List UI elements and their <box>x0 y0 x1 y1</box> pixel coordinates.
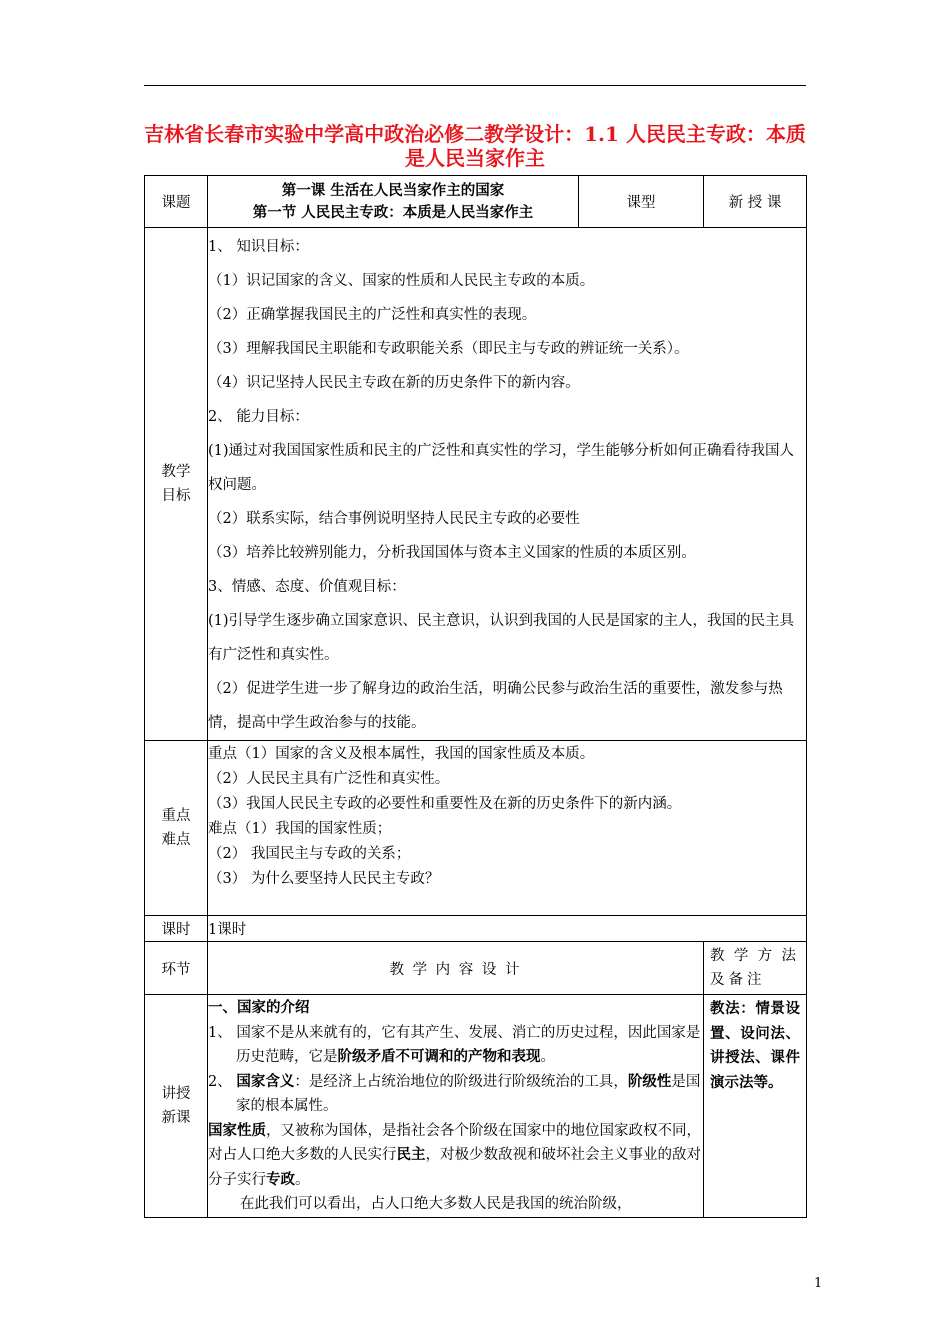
lecture-row <box>145 995 807 1218</box>
objective-line: （4）识记坚持人民民主专政在新的历史条件下的新内容。 <box>208 375 580 391</box>
nature-text2: ，对极少数敌视和破坏社会主义事业的敌对分子实行 <box>208 1147 701 1188</box>
lesson-title-cell <box>208 176 579 228</box>
type-value: 新 授 课 <box>704 176 807 228</box>
key-point-line: 难点（1）我国的国家性质； <box>208 821 392 837</box>
section-header-row <box>145 942 807 995</box>
lesson-title-line2: 第一节 人民民主专政：本质是人民当家作主 <box>252 203 534 221</box>
objective-line: （3）理解我国民主职能和专政职能关系（即民主与专政的辨证统一关系）。 <box>208 341 689 357</box>
objective-line: (1)引导学生逐步确立国家意识、民主意识，认识到我国的人民是国家的主人，我国的民主具有广泛性和真实性。 <box>208 613 795 663</box>
objective-line: （3）培养比较辨别能力，分析我国国体与资本主义国家的性质的本质区别。 <box>208 545 696 561</box>
item2-end: 是国家的根本属性。 <box>236 1073 701 1114</box>
page-number: 1 <box>814 1276 823 1291</box>
hours-row <box>145 916 807 942</box>
lecture-item-2 <box>208 1070 703 1119</box>
objective-line: （2）促进学生进一步了解身边的政治生活，明确公民参与政治生活的重要性，激发参与热情，提高中学生政治参与的技能。 <box>208 681 783 731</box>
methods-term: 教法： <box>710 1000 756 1017</box>
lecture-heading: 一、国家的介绍 <box>208 999 310 1016</box>
section-label: 环节 <box>145 942 208 995</box>
key-points-content <box>208 741 807 916</box>
nature-term3: 专政 <box>266 1170 295 1188</box>
objective-line: 3、情感、态度、价值观目标： <box>208 579 406 595</box>
objective-line: (1)通过对我国国家性质和民主的广泛性和真实性的学习，学生能够分析如何正确看待我国人权问题。 <box>208 443 795 493</box>
lecture-last-line: 在此我们可以看出，占人口绝大多数人民是我国的统治阶级， <box>240 1196 632 1212</box>
nature-term2: 民主 <box>396 1146 426 1163</box>
item2-term2: 阶级性 <box>627 1072 672 1090</box>
objective-line: 2、 能力目标： <box>208 409 309 425</box>
lecture-nature <box>208 1119 703 1193</box>
key-point-line: （2）人民民主具有广泛性和真实性。 <box>208 771 450 787</box>
lecture-content <box>208 995 704 1218</box>
hours-value: 1课时 <box>208 916 807 942</box>
nature-text: ，又被称为国体，是指社会各个阶级在国家中的地位国家政权不同，对占人口绝大多数的人民实行 <box>208 1122 701 1163</box>
top-rule <box>144 85 806 86</box>
topic-row <box>145 176 807 228</box>
nature-end: 。 <box>295 1171 310 1188</box>
key-points-row <box>145 741 807 916</box>
lesson-title-line1: 第一课 生活在人民当家作主的国家 <box>281 181 505 199</box>
lesson-plan-table <box>144 175 807 1218</box>
hours-label: 课时 <box>145 916 208 942</box>
lecture-item-1 <box>208 1021 703 1070</box>
item1-bold: 阶级矛盾不可调和的产物和表现 <box>337 1048 541 1065</box>
item2-num: 2、 <box>208 1073 237 1090</box>
topic-label: 课题 <box>145 176 208 228</box>
key-point-line: （3）我国人民民主专政的必要性和重要性及在新的历史条件下的新内涵。 <box>208 796 682 812</box>
key-point-line: （3） 为什么要坚持人民民主专政？ <box>208 871 440 887</box>
item2-text: ：是经济上占统治地位的阶级进行阶级统治的工具， <box>294 1073 628 1090</box>
objective-line: （2）联系实际，结合事例说明坚持人民民主专政的必要性 <box>208 511 580 527</box>
key-points-label: 重点 难点 <box>145 741 208 916</box>
lecture-label: 讲授 新课 <box>145 995 208 1218</box>
objective-line: 1、 知识目标： <box>208 239 309 255</box>
item1-text: 1、 国家不是从来就有的，它有其产生、发展、消亡的历史过程，因此国家是历史范畴，它是 <box>208 1024 701 1065</box>
methods-heading: 教学方法及备注 <box>704 942 807 995</box>
objectives-content <box>208 228 807 741</box>
item1-end: 。 <box>540 1049 555 1065</box>
key-point-line: 重点（1）国家的含义及根本属性，我国的国家性质及本质。 <box>208 746 595 762</box>
key-point-line: （2） 我国民主与专政的关系； <box>208 846 411 862</box>
type-label: 课型 <box>579 176 704 228</box>
methods-text: 情景设置、设问法、讲授法、课件演示法等。 <box>710 1000 801 1091</box>
objective-line: （2）正确掌握我国民主的广泛性和真实性的表现。 <box>208 307 537 323</box>
content-design-heading: 教 学 内 容 设 计 <box>208 942 704 995</box>
document-title: 吉林省长春市实验中学高中政治必修二教学设计：1.1 人民民主专政：本质是人民当家作主 <box>144 122 806 170</box>
methods-content <box>704 995 807 1218</box>
item2-term: 国家含义 <box>236 1072 295 1090</box>
objective-line: （1）识记国家的含义、国家的性质和人民民主专政的本质。 <box>208 273 595 289</box>
nature-term: 国家性质 <box>208 1121 266 1139</box>
objectives-label: 教学 目标 <box>145 228 208 741</box>
objectives-row <box>145 228 807 741</box>
